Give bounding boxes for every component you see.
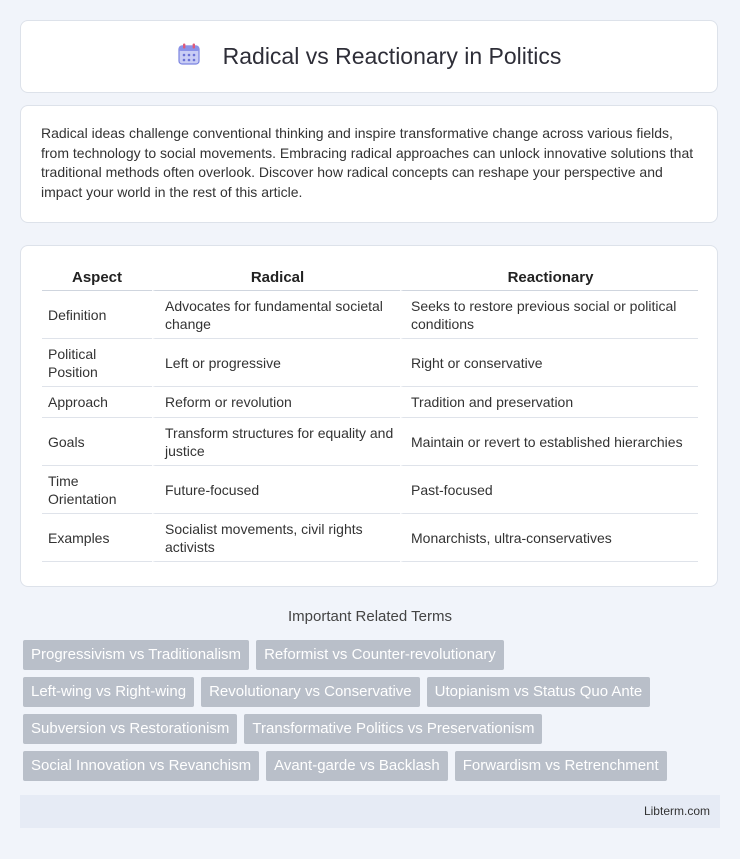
- table-cell: Goals: [42, 418, 152, 466]
- column-header-radical: Radical: [152, 264, 400, 291]
- table-cell: Tradition and preservation: [400, 387, 698, 418]
- table-cell: Monarchists, ultra-conservatives: [400, 514, 698, 562]
- term-row: [23, 751, 723, 781]
- table-cell: Definition: [42, 291, 152, 339]
- page-title: Radical vs Reactionary in Politics: [222, 43, 562, 69]
- table-cell: Right or conservative: [400, 339, 698, 387]
- related-term-link[interactable]: Avant-garde vs Backlash: [266, 751, 448, 781]
- related-terms-list: [23, 640, 723, 788]
- related-term-link[interactable]: Reformist vs Counter-revolutionary: [256, 640, 504, 670]
- table-cell: Socialist movements, civil rights activists: [152, 514, 400, 562]
- column-header-reactionary: Reactionary: [400, 264, 698, 291]
- term-row: [23, 640, 723, 670]
- table-row: [42, 339, 698, 387]
- footer-site-link[interactable]: Libterm.com: [643, 804, 710, 818]
- related-term-link[interactable]: Left-wing vs Right-wing: [23, 677, 194, 707]
- table-row: [42, 514, 698, 562]
- intro-card: [20, 105, 718, 223]
- table-cell: Past-focused: [400, 466, 698, 514]
- table-row: [42, 387, 698, 418]
- footer: [20, 795, 720, 828]
- table-cell: Seeks to restore previous social or political conditions: [400, 291, 698, 339]
- table-cell: Political Position: [42, 339, 152, 387]
- table-row: [42, 466, 698, 514]
- intro-text: Radical ideas challenge conventional thinking and inspire transformative change across various fields, from technology to social movements. Embracing radical approaches can unlock innovative solutions that traditional methods often overlook. Discover how radical concepts can reshape your perspective and impact your world in the rest of this article.: [41, 125, 694, 200]
- term-row: [23, 677, 723, 707]
- table-cell: Transform structures for equality and justice: [152, 418, 400, 466]
- table-row: [42, 291, 698, 339]
- related-term-link[interactable]: Revolutionary vs Conservative: [201, 677, 420, 707]
- column-header-aspect: Aspect: [42, 264, 152, 291]
- table-cell: Approach: [42, 387, 152, 418]
- table-cell: Reform or revolution: [152, 387, 400, 418]
- header-card: [20, 20, 718, 93]
- related-terms-title: Important Related Terms: [288, 608, 452, 625]
- related-term-link[interactable]: Transformative Politics vs Preservationism: [244, 714, 542, 744]
- table-cell: Future-focused: [152, 466, 400, 514]
- related-term-link[interactable]: Forwardism vs Retrenchment: [455, 751, 667, 781]
- related-term-link[interactable]: Subversion vs Restorationism: [23, 714, 237, 744]
- comparison-table: [42, 264, 698, 562]
- comparison-table-card: [20, 245, 718, 587]
- table-cell: Time Orientation: [42, 466, 152, 514]
- table-row: [42, 418, 698, 466]
- table-cell: Advocates for fundamental societal change: [152, 291, 400, 339]
- table-cell: Examples: [42, 514, 152, 562]
- calendar-icon: [177, 42, 201, 71]
- table-cell: Left or progressive: [152, 339, 400, 387]
- related-term-link[interactable]: Progressivism vs Traditionalism: [23, 640, 249, 670]
- table-cell: Maintain or revert to established hierarchies: [400, 418, 698, 466]
- related-term-link[interactable]: Utopianism vs Status Quo Ante: [427, 677, 651, 707]
- term-row: [23, 714, 723, 744]
- related-term-link[interactable]: Social Innovation vs Revanchism: [23, 751, 259, 781]
- table-header-row: [42, 264, 698, 291]
